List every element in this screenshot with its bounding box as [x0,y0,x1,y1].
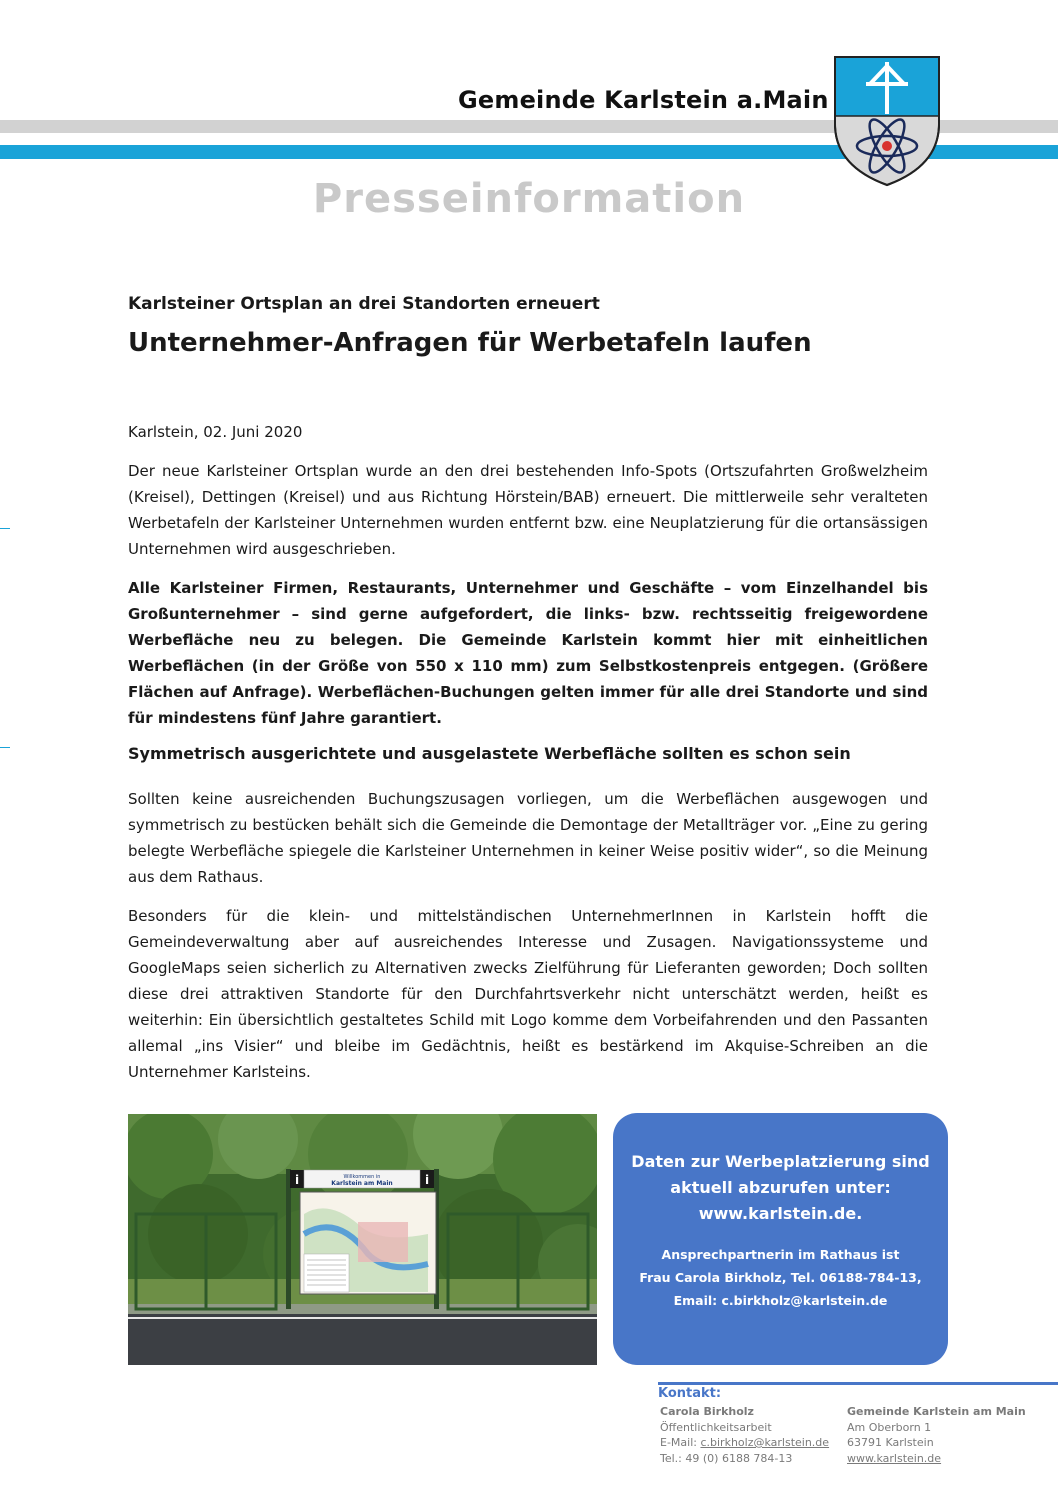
info-sign-right: i [424,1173,430,1187]
margin-fold-mark [0,528,10,529]
article-subheadline: Karlsteiner Ortsplan an drei Standorten erneuert [128,294,600,314]
contact-office-street: Am Oberborn 1 [847,1420,932,1434]
info-box-line-1: Daten zur Werbeplatzierung sind [631,1152,930,1171]
paragraph-conditions: Sollten keine ausreichenden Buchungszusagen vorliegen, um die Werbeflächen ausgewogen und symmetrisch zu bestücken behält sich die Gemeinde die Demontage der Metallträger vor. „Eine zu gering belegte Werbefläche spiegele die Karlsteiner Unternehmen in keiner Weise positiv wider“, so die Meinung aus dem Rathaus. [128,790,928,886]
info-box-website[interactable]: www.karlstein.de. [698,1204,863,1223]
info-box-line-2: aktuell abzurufen unter: [670,1178,891,1197]
contact-office-block [847,1404,1026,1466]
contact-email-link[interactable]: c.birkholz@karlstein.de [700,1436,830,1449]
contact-office-city: 63791 Karlstein [847,1436,934,1449]
municipal-crest-logo [832,54,942,188]
organization-name: Gemeinde Karlstein a.Main [458,86,829,114]
contact-divider [658,1382,1058,1385]
advertising-info-box [613,1113,948,1365]
document-type-title: Presseinformation [312,176,746,222]
email-label: E-Mail: [660,1436,701,1449]
sign-header-line-1: Willkommen in [343,1174,381,1180]
paragraph-appeal: Besonders für die klein- und mittelständischen UnternehmerInnen in Karlstein hofft die Gemeindeverwaltung aber auf ausreichendes Interesse und Zusagen. Navigationssysteme und GoogleMaps seien sicherlich zu Alternativen zwecks Zielführung für Lieferanten geworden; Doch sollten diese drei attraktiven Standorte für den Durchfahrtsverkehr nicht unterschätzt werden, heißt es weiterhin: Ein übersichtlich gestaltetes Schild mit Logo komme dem Vorbeifahrenden und den Passanten allemal „ins Visier“ und bleibe im Gedächtnis, heißt es bestärkend im Akquise-Schreiben an die Unternehmer Karlsteins. [128,907,928,1081]
info-box-contact-intro: Ansprechpartnerin im Rathaus ist [661,1247,900,1262]
info-sign-left: i [294,1173,300,1187]
section-heading: Symmetrisch ausgerichtete und ausgelastete Werbefläche sollten es schon sein [128,744,851,763]
info-box-contact-email[interactable]: Email: c.birkholz@karlstein.de [673,1293,888,1308]
article-dateline: Karlstein, 02. Juni 2020 [128,423,303,441]
contact-person-block [660,1404,829,1466]
contact-website-link[interactable]: www.karlstein.de [847,1451,942,1465]
margin-fold-mark [0,747,10,748]
contact-office-name: Gemeinde Karlstein am Main [847,1405,1026,1418]
sign-header-line-2: Karlstein am Main [331,1180,393,1187]
paragraph-call-to-action: Alle Karlsteiner Firmen, Restaurants, Unternehmer und Geschäfte – vom Einzelhandel bis Großunternehmer – sind gerne aufgefordert, die links- bzw. rechtsseitig freigewordene Werbefläche neu zu belegen. Die Gemeinde Karlstein kommt hier mit einheitlichen Werbeflächen (in der Größe von 550 x 110 mm) zum Selbstkostenpreis entgegen. (Größere Flächen auf Anfrage). Werbeflächen-Buchungen gelten immer für alle drei Standorte und sind für mindestens fünf Jahre garantiert. [128,579,928,727]
contact-person-phone: Tel.: 49 (0) 6188 784-13 [660,1451,793,1465]
paragraph-intro: Der neue Karlsteiner Ortsplan wurde an den drei bestehenden Info-Spots (Ortszufahrten Großwelzheim (Kreisel), Dettingen (Kreisel) und aus Richtung Hörstein/BAB) erneuert. Die mittlerweile sehr veralteten Werbetafeln der Karlsteiner Unternehmen wurden entfernt bzw. eine Neuplatzierung für die ortansässigen Unternehmen wird ausgeschrieben. [128,462,928,558]
contact-person-email-row [660,1435,829,1451]
contact-person-role: Öffentlichkeitsarbeit [660,1420,772,1434]
article-headline: Unternehmer-Anfragen für Werbetafeln laufen [128,328,812,358]
contact-person-name: Carola Birkholz [660,1405,754,1418]
town-map-sign-photo [128,1114,597,1365]
contact-label: Kontakt: [658,1386,722,1401]
info-box-contact-person: Frau Carola Birkholz, Tel. 06188-784-13, [639,1270,922,1285]
